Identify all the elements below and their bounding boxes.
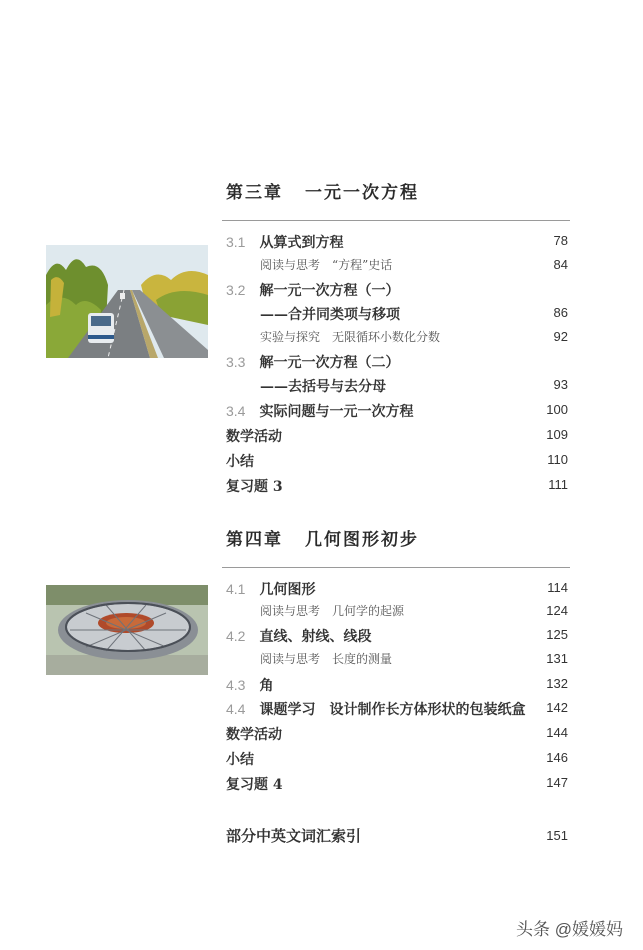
toc-entry-page: 124 [546, 603, 568, 618]
toc-entry-title [260, 328, 440, 345]
section-number: 4.3 [226, 677, 246, 693]
toc-entry[interactable] [226, 376, 568, 398]
toc-entry-page: 142 [546, 700, 568, 715]
toc-entry-page: 109 [546, 427, 568, 442]
toc-entry-title [226, 401, 413, 421]
chapter-3-heading [226, 178, 419, 203]
toc-entry[interactable] [226, 602, 568, 624]
section-number: 3.3 [226, 354, 246, 370]
toc-entry-page: 93 [553, 377, 568, 392]
toc-entry[interactable] [226, 451, 568, 473]
entry-text: 实验与探究 无限循环小数化分数 [260, 330, 441, 344]
entry-text: ——去括号与去分母 [260, 379, 386, 395]
toc-entry-title: 部分中英文词汇索引 [226, 827, 362, 845]
entry-text: 角 [259, 678, 274, 694]
toc-entry-page: 146 [546, 750, 568, 765]
toc-entry-title [226, 675, 273, 695]
toc-entry[interactable] [226, 749, 568, 771]
toc-entry[interactable] [226, 626, 568, 648]
toc-entry-page: 144 [546, 725, 568, 740]
toc-entry-title [226, 280, 399, 300]
section-number: 4.4 [226, 701, 246, 717]
toc-entry[interactable] [226, 650, 568, 672]
toc-entry-title [226, 426, 282, 446]
chapter-4-heading [226, 525, 419, 550]
toc-entry-title [226, 352, 399, 372]
toc-entry[interactable] [226, 256, 568, 278]
toc-entry-page: 92 [553, 329, 568, 344]
toc-entry[interactable] [226, 476, 568, 498]
toc-entry-page: 100 [546, 402, 568, 417]
toc-entry[interactable] [226, 304, 568, 326]
entry-text: 数学活动 [226, 429, 282, 445]
toc-entry-title [226, 749, 254, 769]
toc-entry[interactable] [226, 232, 568, 254]
toc-entry-page: 147 [546, 775, 568, 790]
entry-text: 直线、射线、线段 [259, 629, 372, 645]
toc-entry[interactable] [226, 579, 568, 601]
toc-entry-title [260, 650, 392, 667]
toc-entry-title [226, 579, 315, 599]
toc-entry-title [226, 476, 283, 496]
entry-text: 数学活动 [226, 727, 282, 743]
toc-entry-page: 111 [548, 477, 568, 492]
chapter-4-divider [222, 567, 570, 568]
toc-entry[interactable] [226, 328, 568, 350]
toc-entry-title [226, 626, 371, 646]
chapter-title: 一元一次方程 [305, 183, 419, 203]
highway-photo [46, 245, 208, 358]
watermark: 头条 @媛媛妈 [516, 920, 623, 939]
entry-text: 解一元一次方程（一） [259, 283, 400, 299]
section-number: 4.1 [226, 581, 246, 597]
entry-text: 复习题 3 [226, 479, 283, 495]
section-number: 3.1 [226, 234, 246, 250]
stadium-photo [46, 585, 208, 675]
toc-entry-title [260, 304, 400, 324]
section-number: 4.2 [226, 628, 246, 644]
toc-entry-page: 151 [546, 828, 568, 843]
entry-text: ——合并同类项与移项 [260, 307, 400, 323]
chapter-3-divider [222, 220, 570, 221]
entry-text: 解一元一次方程（二） [259, 355, 400, 371]
entry-text: 阅读与思考 几何学的起源 [260, 604, 405, 618]
toc-entry[interactable] [226, 426, 568, 448]
section-number: 3.2 [226, 282, 246, 298]
entry-text: 阅读与思考 “方程”史话 [260, 258, 393, 272]
toc-entry-title [260, 602, 404, 619]
toc-entry-title [226, 451, 254, 471]
toc-entry-page: 125 [546, 627, 568, 642]
toc-entry-index[interactable] [226, 825, 568, 847]
chapter-title: 几何图形初步 [305, 530, 419, 550]
toc-entry-title [226, 232, 343, 252]
entry-text: 复习题 4 [226, 777, 283, 793]
toc-entry-title [226, 774, 283, 794]
toc-entry[interactable] [226, 352, 568, 374]
entry-text: 阅读与思考 长度的测量 [260, 652, 393, 666]
toc-entry[interactable] [226, 675, 568, 697]
section-number: 3.4 [226, 403, 246, 419]
chapter-number: 第三章 [226, 183, 283, 203]
entry-text: 课题学习 设计制作长方体形状的包装纸盒 [259, 702, 526, 718]
toc-entry-page: 114 [547, 580, 568, 595]
entry-text: 小结 [226, 752, 254, 768]
toc-entry-title [260, 256, 392, 273]
toc-entry-title [226, 699, 525, 719]
chapter-number: 第四章 [226, 530, 283, 550]
entry-text: 实际问题与一元一次方程 [259, 404, 414, 420]
toc-entry-page: 84 [553, 257, 568, 272]
toc-entry[interactable] [226, 699, 568, 721]
toc-entry-page: 131 [546, 651, 568, 666]
entry-text: 几何图形 [259, 582, 316, 598]
toc-entry-page: 86 [553, 305, 568, 320]
toc-entry-page: 78 [553, 233, 568, 248]
toc-entry-page: 132 [546, 676, 568, 691]
entry-text: 从算式到方程 [259, 235, 344, 251]
toc-entry[interactable] [226, 280, 568, 302]
toc-entry[interactable] [226, 724, 568, 746]
toc-entry-page: 110 [547, 452, 568, 467]
entry-text: 小结 [226, 454, 254, 470]
toc-entry[interactable] [226, 401, 568, 423]
toc-entry-title [226, 724, 282, 744]
toc-entry-title [260, 376, 386, 396]
toc-entry[interactable] [226, 774, 568, 796]
